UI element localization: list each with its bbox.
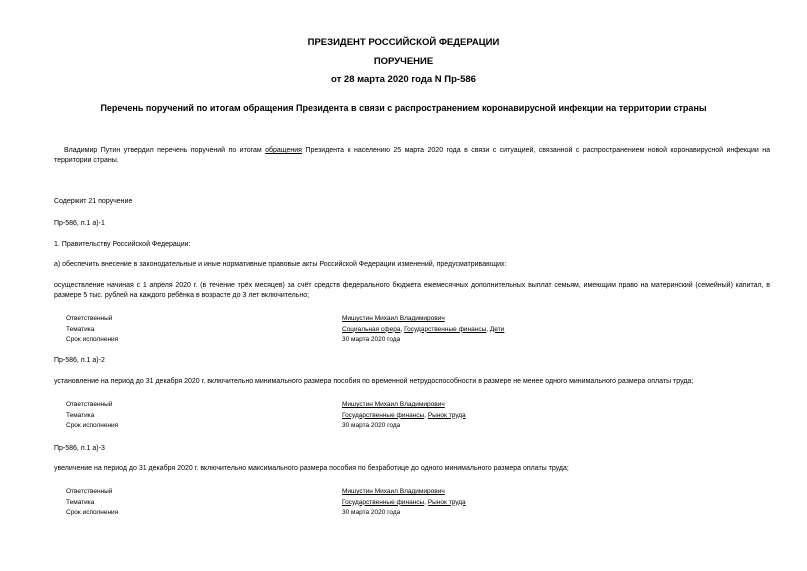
meta-value bbox=[342, 314, 526, 325]
item-text-line: увеличение на период до 31 декабря 2020 г. включительно максимального размера пособия по безработице до одного минимального размера оплаты труда; bbox=[54, 465, 569, 472]
responsible-link[interactable]: Мишустин Михаил Владимирович bbox=[342, 401, 445, 408]
meta-value bbox=[342, 487, 526, 498]
meta-label: Срок исполнения bbox=[66, 336, 119, 343]
meta-value bbox=[342, 400, 526, 411]
meta-label: Ответственный bbox=[66, 488, 113, 495]
intro-text-after: Президента к населению 25 марта 2020 года в связи с ситуацией, связанной с распространением новой коронавирусной инфекции на территории страны. bbox=[54, 147, 770, 164]
meta-row-responsible bbox=[66, 400, 526, 411]
meta-label: Срок исполнения bbox=[66, 422, 119, 429]
item-meta-block bbox=[66, 314, 526, 346]
meta-value: 30 марта 2020 года bbox=[342, 509, 401, 516]
meta-value: Социальная сфера, Государственные финансы, Дети bbox=[342, 325, 505, 333]
intro-paragraph bbox=[54, 146, 770, 166]
meta-label: Ответственный bbox=[66, 401, 113, 408]
meta-row-deadline bbox=[66, 335, 526, 346]
item-text-line: установление на период до 31 декабря 2020 г. включительно минимального размера пособия по временной нетрудоспособности в размере не менее одного минимального размера оплаты труда; bbox=[54, 378, 694, 385]
meta-row-topics bbox=[66, 498, 526, 509]
meta-row-deadline bbox=[66, 508, 526, 519]
meta-label: Ответственный bbox=[66, 315, 113, 322]
meta-value: 30 марта 2020 года bbox=[342, 422, 401, 429]
document-title: Перечень поручений по итогам обращения Президента в связи с распространением коронавирусной инфекции на территории страны bbox=[100, 103, 707, 113]
topic-link[interactable]: Социальная сфера bbox=[342, 325, 401, 333]
topic-link[interactable]: Рынок труда bbox=[427, 498, 466, 506]
meta-value: Государственные финансы, Рынок труда bbox=[342, 498, 466, 506]
item-code: Пр-586, п.1 а)-2 bbox=[54, 357, 105, 364]
meta-label: Срок исполнения bbox=[66, 509, 119, 516]
meta-row-deadline bbox=[66, 421, 526, 432]
topic-link[interactable]: Государственные финансы bbox=[342, 498, 425, 506]
meta-label: Тематика bbox=[66, 498, 95, 506]
item-code: Пр-586, п.1 а)-1 bbox=[54, 220, 105, 227]
topic-link[interactable]: Рынок труда bbox=[427, 411, 466, 419]
topic-link[interactable]: Государственные финансы bbox=[404, 325, 487, 333]
meta-label: Тематика bbox=[66, 325, 95, 333]
authority-heading: ПРЕЗИДЕНТ РОССИЙСКОЙ ФЕДЕРАЦИИ bbox=[307, 37, 500, 48]
summary-count: Содержит 21 поручение bbox=[54, 198, 133, 205]
responsible-link[interactable]: Мишустин Михаил Владимирович bbox=[342, 315, 445, 322]
item-text-line: 1. Правительству Российской Федерации: bbox=[54, 241, 191, 248]
topic-link[interactable]: Дети bbox=[489, 325, 505, 333]
meta-value: Государственные финансы, Рынок труда bbox=[342, 411, 466, 419]
meta-row-responsible bbox=[66, 487, 526, 498]
intro-text-before: Владимир Путин утвердил перечень поручений по итогам bbox=[64, 147, 266, 154]
responsible-link[interactable]: Мишустин Михаил Владимирович bbox=[342, 488, 445, 495]
meta-row-responsible bbox=[66, 314, 526, 325]
item-code: Пр-586, п.1 а)-3 bbox=[54, 445, 105, 452]
item-meta-block bbox=[66, 400, 526, 432]
meta-label: Тематика bbox=[66, 411, 95, 419]
meta-row-topics bbox=[66, 411, 526, 422]
item-text-paragraph: осуществление начиная с 1 апреля 2020 г. (в течение трёх месяцев) за счёт средств федерального бюджета ежемесячных дополнительных выплат семьям, имеющим право на материнский (семейный) капитал, в размере 5 тыс. рублей на каждого ребёнка в возрасте до 3 лет включительно; bbox=[54, 282, 770, 299]
topic-link[interactable]: Государственные финансы bbox=[342, 411, 425, 419]
item-meta-block bbox=[66, 487, 526, 519]
document-date-number: от 28 марта 2020 года N Пр-586 bbox=[331, 74, 476, 85]
meta-value: 30 марта 2020 года bbox=[342, 336, 401, 343]
address-link[interactable]: обращения bbox=[265, 147, 302, 154]
document-type-heading: ПОРУЧЕНИЕ bbox=[373, 56, 434, 67]
item-text-line: а) обеспечить внесение в законодательные и иные нормативные правовые акты Российской Федерации изменений, предусматривающих: bbox=[54, 261, 507, 268]
meta-row-topics bbox=[66, 325, 526, 336]
